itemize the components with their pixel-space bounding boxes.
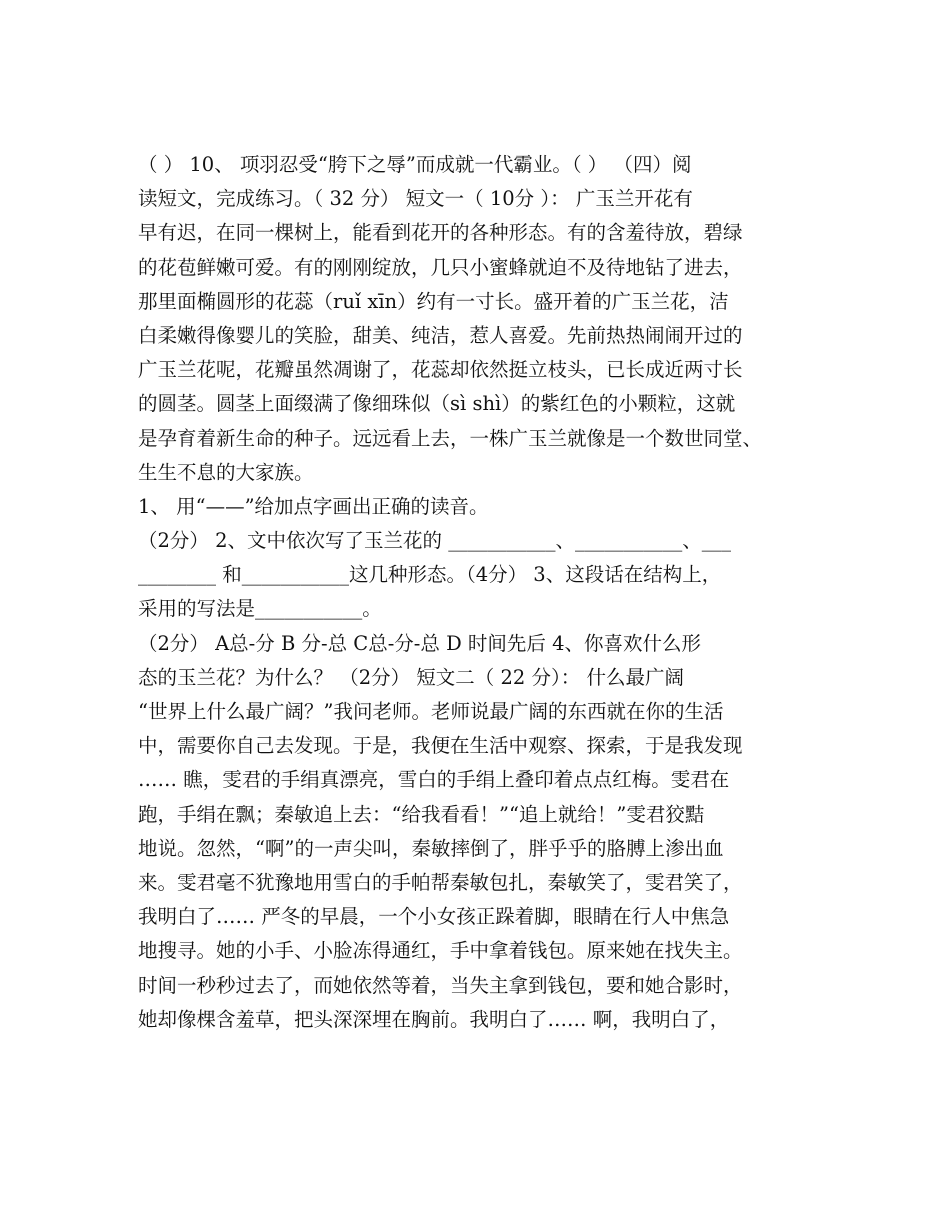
question-line: 采用的写法是___________。 <box>138 597 382 621</box>
text-line: 她却像棵含羞草，把头深深埋在胸前。我明白了…… 啊，我明白了， <box>138 1007 730 1031</box>
text-line: …… 瞧，雯君的手绢真漂亮，雪白的手绢上叠印着点点红梅。雯君在 <box>138 768 730 792</box>
text-line: 地搜寻。她的小手、小脸冻得通红，手中拿着钱包。原来她在找失主。 <box>138 939 743 963</box>
text-line: 时间一秒秒过去了，而她依然等着，当失主拿到钱包，要和她合影时， <box>138 973 743 997</box>
text-line: 地说。忽然，“啊”的一声尖叫，秦敏摔倒了，胖乎乎的胳膊上渗出血 <box>138 836 724 860</box>
text-line: 中，需要你自己去发现。于是，我便在生活中观察、探索，于是我发现 <box>138 734 743 758</box>
text-line: 读短文，完成练习。（ 32 分） 短文一（ 10分 ）： 广玉兰开花有 <box>138 187 693 211</box>
text-line: （ ） 10、 项羽忍受“胯下之辱”而成就一代霸业。（ ） （四）阅 <box>138 153 692 176</box>
question-line: 态的玉兰花？为什么？ （2分） 短文二（ 22 分）： 什么最广阔 <box>138 665 684 689</box>
question-line: 1、 用“——”给加点字画出正确的读音。 <box>138 494 489 518</box>
text-line: 来。雯君毫不犹豫地用雪白的手帕帮秦敏包扎，秦敏笑了，雯君笑了， <box>138 870 743 894</box>
question-line: （2分） 2、文中依次写了玉兰花的 ___________、___________、___ <box>138 529 731 553</box>
text-line: 那里面椭圆形的花蕊（ruǐ xīn）约有一寸长。盛开着的广玉兰花，洁 <box>138 289 729 313</box>
question-line: ________ 和___________这几种形态。（4分） 3、这段话在结构上， <box>138 563 722 587</box>
passage-text <box>138 148 838 1037</box>
text-line: “世界上什么最广阔？”我问老师。老师说最广阔的东西就在你的生活 <box>138 700 724 723</box>
text-line: 的花苞鲜嫩可爱。有的刚刚绽放，几只小蜜蜂就迫不及待地钻了进去， <box>138 255 743 279</box>
text-line: 生生不息的大家族。 <box>138 460 314 484</box>
text-line: 早有迟，在同一棵树上，能看到花开的各种形态。有的含羞待放，碧绿 <box>138 221 743 245</box>
text-line: 白柔嫩得像婴儿的笑脸，甜美、纯洁，惹人喜爱。先前热热闹闹开过的 <box>138 323 743 347</box>
text-line: 的圆茎。圆茎上面缀满了像细珠似（sì shì）的紫红色的小颗粒，这就 <box>138 392 736 416</box>
text-line: 我明白了…… 严冬的早晨，一个小女孩正跺着脚，眼睛在行人中焦急 <box>138 905 730 929</box>
text-line: 是孕育着新生命的种子。远远看上去，一株广玉兰就像是一个数世同堂、 <box>138 426 763 450</box>
question-line: （2分） A总-分 B 分-总 C总-分-总 D 时间先后 4、你喜欢什么形 <box>138 631 702 655</box>
text-line: 广玉兰花呢，花瓣虽然凋谢了，花蕊却依然挺立枝头，已长成近两寸长 <box>138 358 743 382</box>
text-line: 跑，手绢在飘；秦敏追上去：“给我看看！”“追上就给！”雯君狡黠 <box>138 802 705 826</box>
